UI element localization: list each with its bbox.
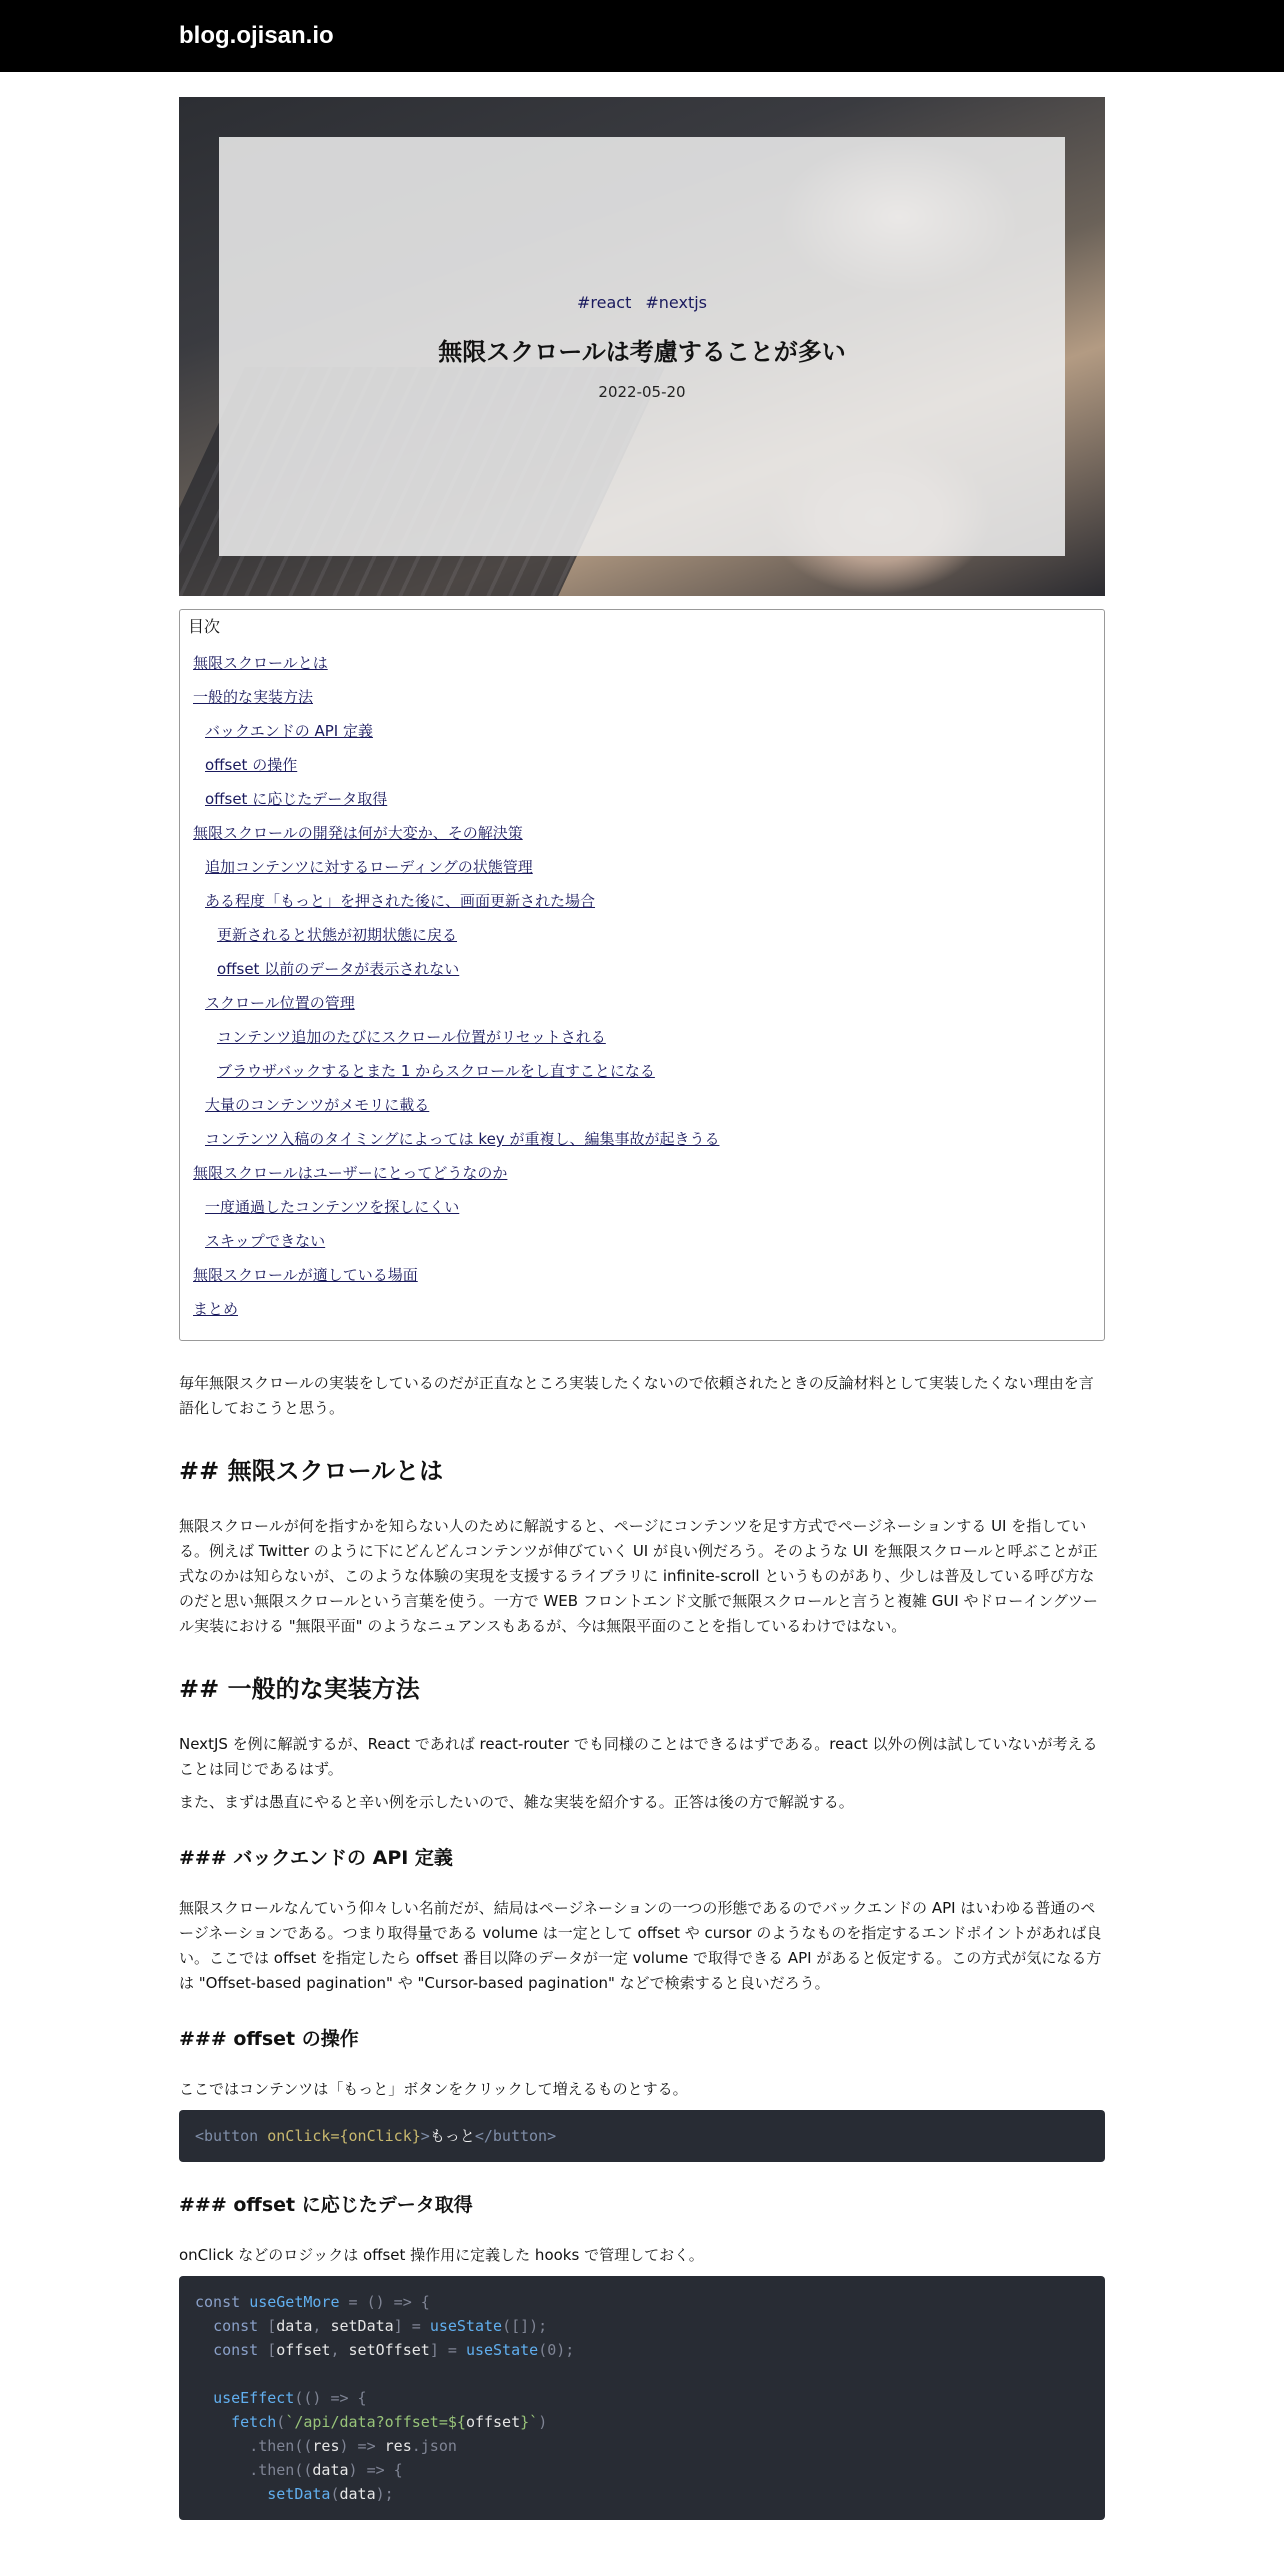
toc-title: 目次	[188, 617, 221, 636]
post-title: 無限スクロールは考慮することが多い	[438, 337, 846, 366]
code-token: offset	[276, 2341, 331, 2359]
toc-item[interactable]: ブラウザバックするとまた 1 からスクロールをし直すことになる	[217, 1062, 655, 1080]
code-token: );	[375, 2485, 394, 2503]
toc-item[interactable]: 一般的な実装方法	[193, 688, 314, 706]
subsection-heading: ### offset の操作	[179, 2028, 359, 2050]
code-token: もっと	[429, 2127, 475, 2145]
intro-paragraph: 毎年無限スクロールの実装をしているのだが正直なところ実装したくないので依頼されたときの反論材料として実装したくない理由を言語化しておこうと思う。	[179, 1374, 1094, 1417]
code-token: ([]);	[502, 2317, 548, 2335]
toc-item[interactable]: 無限スクロールが適している場面	[193, 1266, 418, 1284]
toc-item[interactable]: スクロール位置の管理	[205, 994, 355, 1012]
toc-item[interactable]: 無限スクロールの開発は何が大変か、その解決策	[193, 824, 523, 842]
code-token: ,	[330, 2341, 349, 2359]
toc-item[interactable]: 一度通過したコンテンツを探しにくい	[205, 1198, 460, 1216]
code-token: ) =>	[339, 2437, 385, 2455]
toc-item[interactable]: バックエンドの API 定義	[205, 722, 373, 740]
code-token: useState	[465, 2341, 539, 2359]
subsection-heading: ### offset に応じたデータ取得	[179, 2194, 473, 2216]
site-title-link[interactable]: blog.ojisan.io	[179, 22, 334, 49]
code-token: setData	[267, 2485, 331, 2503]
code-token: .json	[411, 2437, 457, 2455]
hero-card	[219, 137, 1065, 556]
paragraph: 無限スクロールが何を指すかを知らない人のために解説すると、ページにコンテンツを足す方式でページネーションする UI を指している。例えば Twitter のように下にどんどんコンテンツが伸びていく UI が良い例だろう。そのような UI を無限スクロールと呼ぶことが正式なのかは知らないが、このような体験の実現を支援するライブラリに infinite-scroll というものがあり、少しは普及している呼び方なのだと思い無限スクロールという言葉を使う。一方で WEB フロントエンド文脈で無限スクロールと言うと複雑 GUI やドローイングツール実装における "無限平面" のようなニュアンスもあるが、今は無限平面のことを指しているわけではない。	[179, 1517, 1098, 1635]
code-token: const	[213, 2317, 259, 2335]
toc-item[interactable]: offset に応じたデータ取得	[205, 790, 388, 808]
code-token: useEffect	[213, 2389, 295, 2407]
section-heading: ## 一般的な実装方法	[179, 1675, 420, 1703]
hero-image	[179, 97, 1105, 596]
code-token: >	[420, 2127, 430, 2145]
section-heading: ## 無限スクロールとは	[179, 1457, 444, 1485]
code-token: )	[538, 2413, 548, 2431]
toc-item[interactable]: コンテンツ追加のたびにスクロール位置がリセットされる	[217, 1028, 606, 1046]
code-token: [	[267, 2317, 277, 2335]
code-token: (0);	[538, 2341, 575, 2359]
tag-react[interactable]: #react	[577, 292, 632, 312]
site-header	[0, 0, 1284, 72]
code-token: .then((	[249, 2461, 313, 2479]
toc-item[interactable]: 大量のコンテンツがメモリに載る	[205, 1096, 430, 1114]
toc-item[interactable]: 無限スクロールはユーザーにとってどうなのか	[193, 1164, 508, 1182]
code-token: setData	[330, 2317, 394, 2335]
code-token: <button	[195, 2127, 259, 2145]
toc-item[interactable]: offset 以前のデータが表示されない	[217, 960, 460, 978]
toc-item[interactable]: ある程度「もっと」を押された後に、画面更新された場合	[205, 892, 596, 910]
code-token: .then((	[249, 2437, 313, 2455]
code-token: data	[312, 2461, 349, 2479]
article-body	[179, 1371, 1105, 2520]
paragraph: onClick などのロジックは offset 操作用に定義した hooks で管理しておく。	[179, 2246, 704, 2264]
code-token: ] =	[429, 2341, 466, 2359]
code-token: offset	[465, 2413, 521, 2431]
toc-item[interactable]: offset の操作	[205, 756, 298, 774]
code-token: (() => {	[294, 2389, 367, 2407]
code-token: (	[276, 2413, 286, 2431]
code-token: [	[267, 2341, 277, 2359]
code-block	[179, 2276, 1105, 2520]
code-token: data	[339, 2485, 376, 2503]
code-token: ,	[312, 2317, 331, 2335]
code-block	[179, 2110, 1105, 2162]
toc-item[interactable]: 更新されると状態が初期状態に戻る	[217, 926, 458, 944]
tag-list	[570, 293, 714, 312]
post-date: 2022-05-20	[598, 382, 686, 401]
toc-item[interactable]: スキップできない	[205, 1232, 326, 1250]
code-token: </button>	[474, 2127, 557, 2145]
code-token: fetch	[231, 2413, 277, 2431]
code-token: res	[384, 2437, 412, 2455]
toc-item[interactable]: まとめ	[193, 1300, 239, 1318]
toc-item[interactable]: 追加コンテンツに対するローディングの状態管理	[205, 858, 533, 876]
toc-item[interactable]: コンテンツ入稿のタイミングによっては key が重複し、編集事故が起きうる	[205, 1130, 720, 1148]
code-token: setOffset	[348, 2341, 430, 2359]
paragraph: また、まずは愚直にやると辛い例を示したいので、雑な実装を紹介する。正答は後の方で解説する。	[179, 1793, 854, 1811]
code-token: res	[312, 2437, 340, 2455]
code-token: useGetMore	[249, 2293, 340, 2311]
table-of-contents	[179, 609, 1105, 1341]
paragraph: NextJS を例に解説するが、React であれば react-router でも同様のことはできるはずである。react 以外の例は試していないが考えることは同じであるはず。	[179, 1735, 1098, 1778]
tag-nextjs[interactable]: #nextjs	[645, 292, 707, 312]
code-token: data	[276, 2317, 313, 2335]
code-token: }`	[520, 2413, 539, 2431]
code-token: const	[195, 2293, 241, 2311]
code-token: useState	[429, 2317, 503, 2335]
code-token: (	[330, 2485, 340, 2503]
code-token: = () => {	[339, 2293, 430, 2311]
code-token: const	[213, 2341, 259, 2359]
main-container	[179, 97, 1105, 2520]
paragraph: 無限スクロールなんていう仰々しい名前だが、結局はページネーションの一つの形態であるのでバックエンドの API はいわゆる普通のページネーションである。つまり取得量である volume は一定として offset や cursor のようなものを指定するエンドポイントがあれば良い。ここでは offset を指定したら offset 番目以降のデータが一定 volume で取得できる API があると仮定する。この方式が気になる方は "Offset-based pagination" や "Cursor-based pagination" などで検索すると良いだろう。	[179, 1899, 1102, 1992]
paragraph: ここではコンテンツは「もっと」ボタンをクリックして増えるものとする。	[179, 2080, 688, 2098]
code-token: onClick={onClick}	[267, 2127, 421, 2145]
subsection-heading: ### バックエンドの API 定義	[179, 1847, 453, 1869]
code-token: ) => {	[348, 2461, 403, 2479]
code-token: ] =	[393, 2317, 430, 2335]
toc-item[interactable]: 無限スクロールとは	[193, 654, 328, 672]
code-token: `/api/data?offset=${	[285, 2413, 466, 2431]
